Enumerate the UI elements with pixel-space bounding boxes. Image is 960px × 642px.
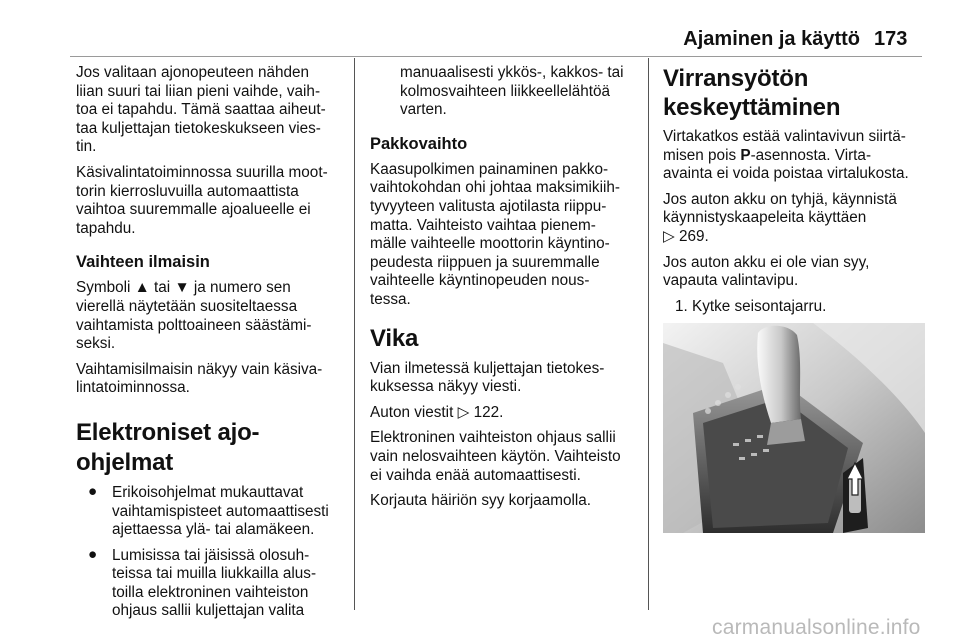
gear-selector-photo xyxy=(663,323,925,533)
heading-gear-indicator: Vaihteen ilmaisin xyxy=(76,253,210,272)
bullet-icon: ● xyxy=(88,545,98,563)
paragraph-jump-start: Jos auton akku on tyhjä, käynnistä käynnistyskaapeleita käyttäen ▷ 269. xyxy=(663,190,897,245)
paragraph-release-lever: Jos auton akku ei ole vian syy, vapauta valintavipu. xyxy=(663,253,870,290)
paragraph-gear-selection: Jos valitaan ajonopeuteen nähden liian suuri tai liian pieni vaihde, vaih- toa ei tapahdu. Tämä saattaa aiheut- taa kuljettajan tietokeskukseen vies- tin. xyxy=(76,64,326,156)
heading-power-interruption: Virransyötön keskeyttäminen xyxy=(663,65,841,121)
paragraph-indicator-visibility: Vaihtamisilmaisin näkyy vain käsiva- lintatoiminnossa. xyxy=(76,360,323,397)
page-reference-icon: ▷ xyxy=(663,227,675,245)
bullet-icon: ● xyxy=(88,482,98,500)
step-1: 1. Kytke seisontajarru. xyxy=(675,297,827,315)
list-item: ● Lumisissa tai jäisissä olosuh- teissa tai muilla liukkailla alus- toilla elektroninen vaihteiston ohjaus sallii kuljettajan valita xyxy=(88,545,317,620)
column-1 xyxy=(76,64,348,628)
page-number: 173 xyxy=(874,28,908,50)
programs-list xyxy=(76,484,348,621)
paragraph-manual-mode: Käsivalintatoiminnossa suurilla moot- torin kierrosluvuilla automaattista vaihtoa suuremmalle ajoalueelle ei tapahdu. xyxy=(76,163,328,237)
heading-kickdown: Pakkovaihto xyxy=(370,134,468,153)
running-header-title: Ajaminen ja käyttö xyxy=(683,28,860,50)
paragraph-fourth-gear: Elektroninen vaihteiston ohjaus sallii vain nelosvaihteen käytön. Vaihteisto ei vaihda enää automaattisesti. xyxy=(370,429,621,484)
paragraph-indicator-symbol: Symboli ▲ tai ▼ ja numero sen vierellä näytetään suositeltaessa vaihtamista polttoaineen säästämi- seksi. xyxy=(76,279,312,353)
paragraph-vehicle-messages-ref: Auton viestit ▷ 122. xyxy=(370,403,504,421)
list-item: ● Erikoisohjelmat mukauttavat vaihtamispisteet automaattisesti ajettaessa ylä- tai alamäkeen. xyxy=(88,482,329,539)
header-rule xyxy=(70,56,922,57)
paragraph-power-cut: Virtakatkos estää valintavivun siirtä- misen pois P-asennosta. Virta- avainta ei voida poistaa virtalukosta. xyxy=(663,128,909,183)
column-divider-2 xyxy=(648,58,649,610)
watermark-text: carmanualsonline.info xyxy=(712,616,921,639)
page-reference-icon: ▷ xyxy=(457,403,470,421)
column-divider-1 xyxy=(354,58,355,610)
column-2 xyxy=(370,64,642,518)
heading-electronic-programs: Elektroniset ajo-ohjelmat xyxy=(76,418,260,476)
gear-lever-illustration xyxy=(663,323,925,533)
paragraph-repair: Korjauta häiriön syy korjaamolla. xyxy=(370,492,592,510)
paragraph-kickdown: Kaasupolkimen painaminen pakko- vaihtokohdan ohi johtaa maksimikiih- tyvyyteen valitusta ajotilasta riippu- matta. Vaihteisto vaihtaa pienem- mälle vaihteelle moottorin käyntino- peudesta riippuen ja suuremmalle vaihteelle käyntinopeuden nous- tessa. xyxy=(370,160,620,308)
paragraph-bullet-continuation: manuaalisesti ykkös-, kakkos- tai kolmosvaihteen liikkeellelähtöä varten. xyxy=(400,64,624,119)
column-3 xyxy=(663,64,928,533)
paragraph-fault-message: Vian ilmetessä kuljettajan tietokes- kuksessa näkyy viesti. xyxy=(370,359,605,396)
heading-fault: Vika xyxy=(370,324,419,352)
